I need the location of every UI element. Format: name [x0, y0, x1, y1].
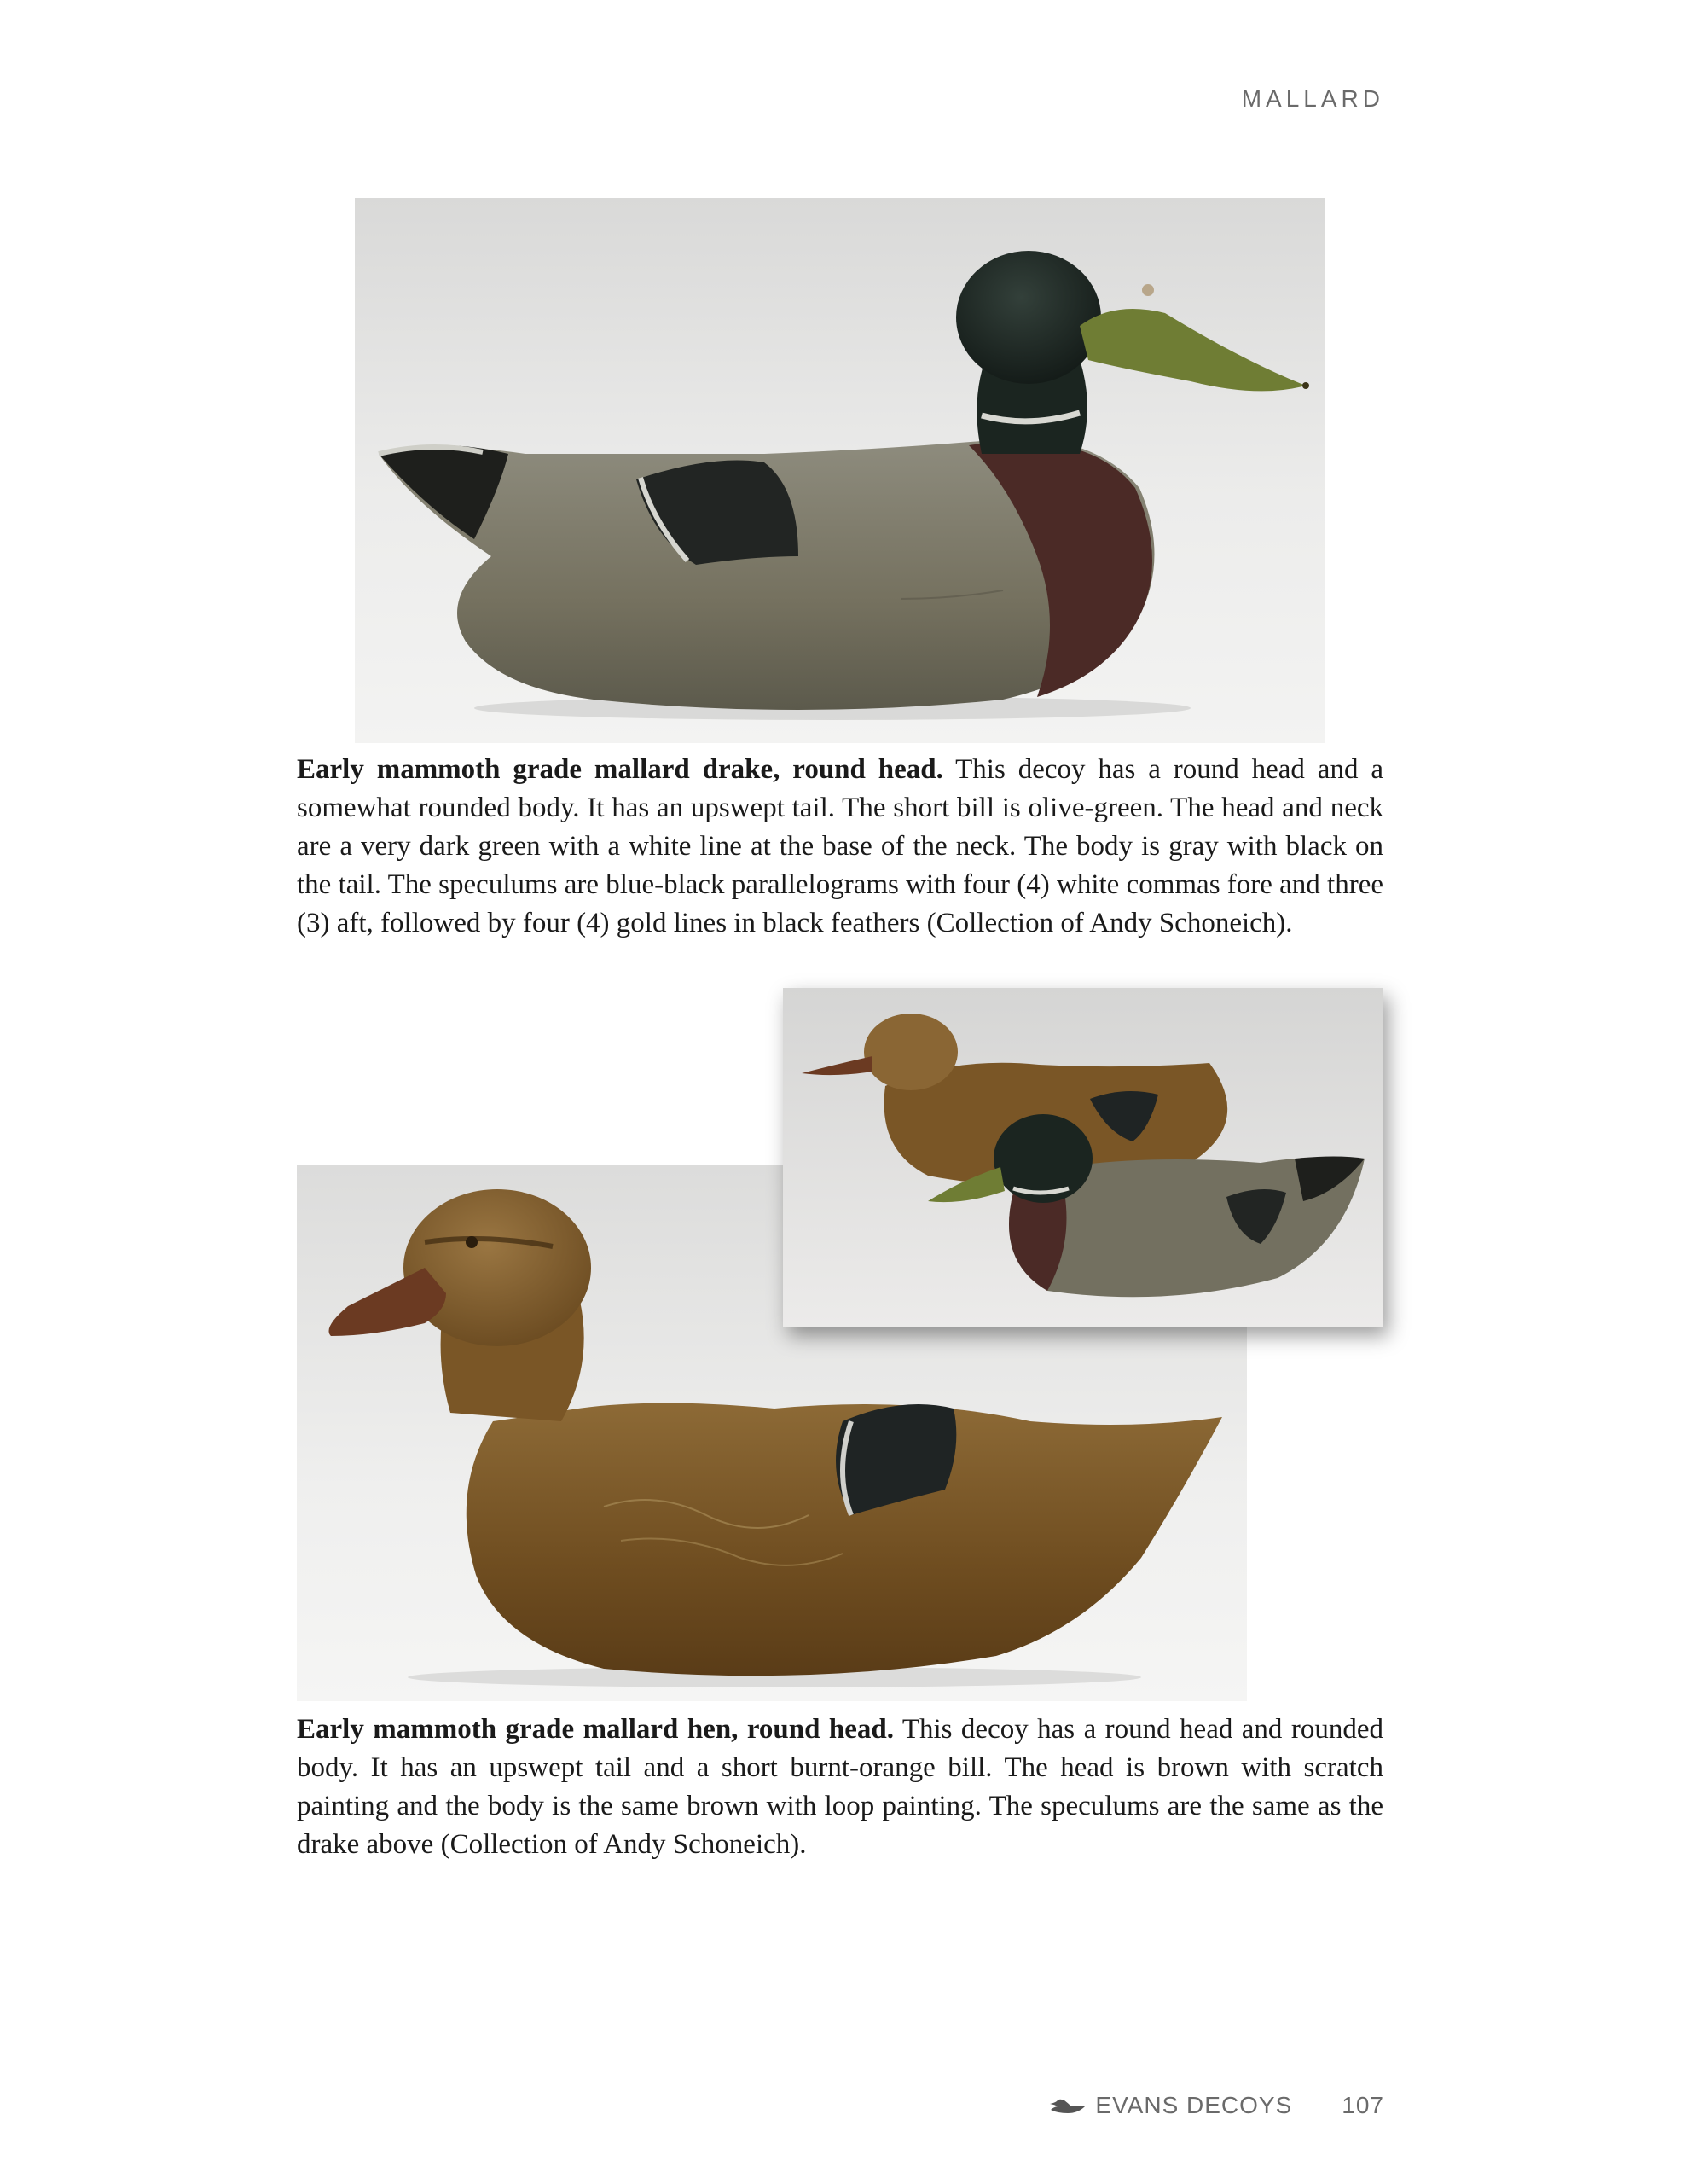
hen-caption-body: This decoy has a round head and rounded body. It has an upswept tail and a short burnt-orange bill. The head is brown with scratch painting and the body is the same brown with loop painting. The speculums are the same as the drake above (Collection of Andy Schoneich).: [297, 1714, 1383, 1860]
drake-caption-body: This decoy has a round head and a somewhat rounded body. It has an upswept tail. The short bill is olive-green. The head and neck are a very dark green with a white line at the base of the neck. The body is gray with black on the tail. The speculums are blue-black parallelograms with four (4) white commas fore and three (3) aft, followed by four (4) gold lines in black feathers (Collection of Andy Schoneich).: [297, 754, 1384, 938]
mallard-drake-decoy-photo: [355, 198, 1325, 743]
hen-caption-title: Early mammoth grade mallard hen, round head.: [297, 1714, 894, 1745]
mallard-pair-decoy-inset-photo: [783, 988, 1383, 1327]
duck-silhouette-icon: [1049, 2096, 1087, 2115]
page-footer: [1049, 2092, 1384, 2119]
page-number: 107: [1342, 2092, 1384, 2118]
hen-caption: [297, 1711, 1383, 1864]
drake-caption: [297, 751, 1383, 943]
footer-publication-title: EVANS DECOYS: [1095, 2092, 1293, 2118]
drake-caption-title: Early mammoth grade mallard drake, round head.: [297, 754, 943, 785]
running-head-section-title: MALLARD: [1241, 85, 1384, 112]
